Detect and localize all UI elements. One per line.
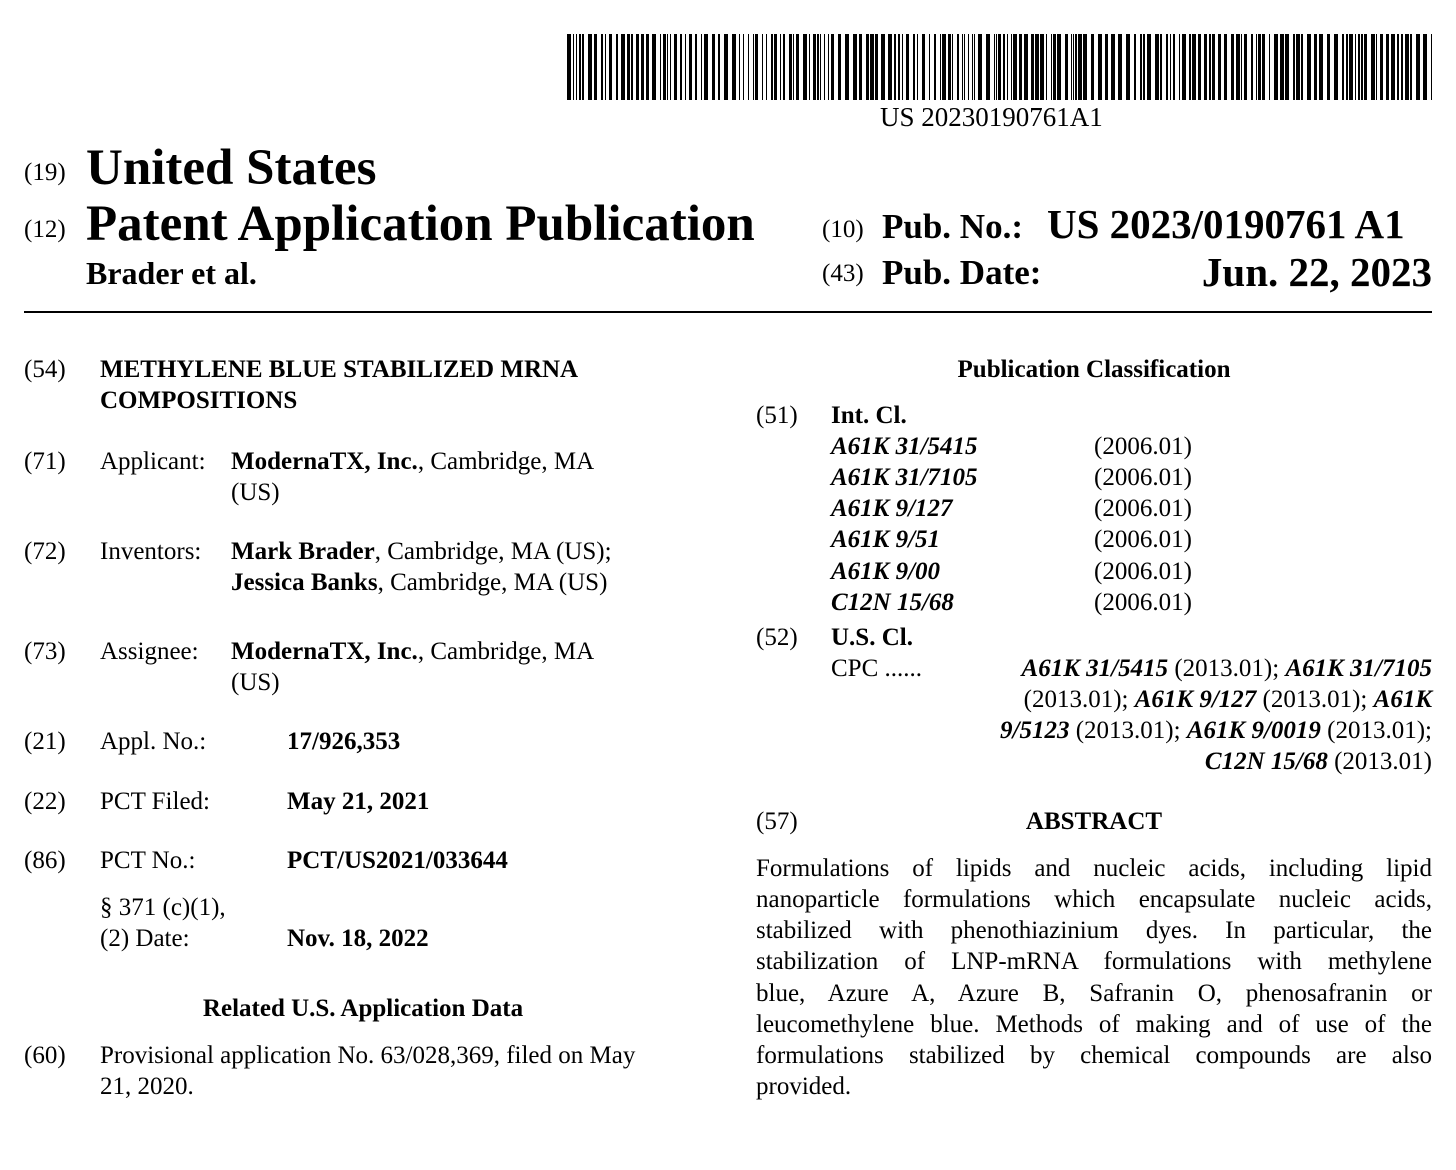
- barcode-bar: [1031, 34, 1034, 100]
- barcode-bar: [1173, 34, 1175, 100]
- barcode-bar: [957, 34, 959, 100]
- inventor-2-name: Jessica Banks: [231, 569, 378, 596]
- barcode-bar: [660, 34, 661, 100]
- barcode-bar: [1342, 34, 1344, 100]
- cpc-code: C12N 15/68: [1204, 748, 1328, 775]
- barcode-bar: [962, 34, 963, 100]
- barcode-bar: [712, 34, 715, 100]
- barcode-bar: [1285, 34, 1289, 100]
- barcode-bar: [1423, 34, 1427, 100]
- inventor-1-name: Mark Brader: [231, 538, 375, 565]
- barcode-bar: [695, 34, 697, 100]
- barcode-bar: [1147, 34, 1151, 100]
- int-cl-code: (51): [756, 402, 798, 429]
- abstract-code: (57): [756, 808, 798, 835]
- barcode-bar: [1231, 34, 1234, 100]
- barcode-bar: [996, 34, 997, 100]
- barcode-bar: [870, 34, 874, 100]
- barcode-bar: [978, 34, 982, 100]
- barcode-bar: [828, 34, 829, 100]
- barcode-bar: [913, 34, 915, 100]
- applicant-location-2: (US): [231, 479, 280, 506]
- barcode-bar: [1204, 34, 1207, 100]
- code-43: (43): [822, 260, 864, 287]
- pct-filed-label: PCT Filed:: [100, 788, 210, 815]
- barcode-bar: [1105, 34, 1108, 100]
- inventors-code: (72): [24, 538, 66, 565]
- barcode-bar: [1410, 34, 1412, 100]
- abstract-heading: ABSTRACT: [1025, 808, 1163, 835]
- barcode-bar: [1397, 34, 1399, 100]
- applicant-code: (71): [24, 448, 66, 475]
- barcode-bar: [766, 34, 767, 100]
- assignee-label: Assignee:: [100, 638, 199, 665]
- ipc-code: A61K 9/51: [831, 526, 941, 553]
- barcode-bar: [789, 34, 792, 100]
- barcode-bar: [853, 34, 857, 100]
- ipc-version: (2006.01): [1094, 558, 1192, 585]
- barcode-bar: [1189, 34, 1191, 100]
- barcode-bar: [994, 34, 995, 100]
- provisional-line-1: Provisional application No. 63/028,369, filed on May: [100, 1042, 636, 1069]
- barcode-bar: [1346, 34, 1348, 100]
- barcode-bar: [1361, 34, 1363, 100]
- barcode-bar: [1134, 34, 1136, 100]
- inventor-2-location: , Cambridge, MA (US): [377, 569, 608, 596]
- barcode-bar: [998, 34, 1001, 100]
- ipc-version: (2006.01): [1094, 433, 1192, 460]
- barcode-bar: [1241, 34, 1242, 100]
- cpc-code: A61K: [1373, 686, 1432, 713]
- barcode-bar: [1256, 34, 1257, 100]
- abstract-line: provided.: [756, 1073, 852, 1100]
- invention-title-line1: METHYLENE BLUE STABILIZED MRNA: [100, 356, 579, 383]
- barcode-bar: [753, 34, 754, 100]
- barcode-bar: [1053, 34, 1056, 100]
- barcode-bar: [621, 34, 625, 100]
- barcode-bar: [952, 34, 953, 100]
- barcode-bar: [685, 34, 686, 100]
- barcode-bar: [824, 34, 825, 100]
- barcode-bar: [1358, 34, 1360, 100]
- barcode-bar: [972, 34, 973, 100]
- barcode-bar: [1371, 34, 1375, 100]
- us-cl-code: (52): [756, 624, 798, 651]
- barcode-bar: [689, 34, 692, 100]
- barcode-bar: [1296, 34, 1300, 100]
- barcode-bar: [1327, 34, 1330, 100]
- barcode-bar: [1355, 34, 1356, 100]
- barcode-bar: [1155, 34, 1159, 100]
- barcode-bar: [1364, 34, 1367, 100]
- barcode-bar: [732, 34, 736, 100]
- barcode-bar: [793, 34, 794, 100]
- barcode-bar: [906, 34, 909, 100]
- cpc-line-3: [1000, 715, 1432, 746]
- inventor-2: [231, 567, 607, 598]
- assignee-code: (73): [24, 638, 66, 665]
- barcode-bar: [771, 34, 773, 100]
- barcode-bar: [641, 34, 644, 100]
- barcode-bar: [881, 34, 885, 100]
- cpc-line-4: [1205, 746, 1432, 777]
- barcode-bar: [898, 34, 900, 100]
- provisional-code: (60): [24, 1042, 66, 1069]
- barcode-bar: [1380, 34, 1383, 100]
- applicant-location: , Cambridge, MA: [417, 448, 595, 475]
- pct-no-label: PCT No.:: [100, 847, 196, 874]
- pub-no-value: US 2023/0190761 A1: [1047, 201, 1405, 247]
- barcode-bar: [866, 34, 869, 100]
- barcode-bar: [579, 34, 581, 100]
- inventor-1: [231, 536, 612, 567]
- barcode-bar: [1007, 34, 1008, 100]
- assignee-location: , Cambridge, MA: [417, 638, 595, 665]
- code-10: (10): [822, 216, 864, 243]
- ipc-version: (2006.01): [1094, 526, 1192, 553]
- barcode-bar: [838, 34, 841, 100]
- barcode-bar: [1391, 34, 1395, 100]
- barcode-bar: [567, 34, 571, 100]
- pct-filed-value: May 21, 2021: [287, 788, 430, 815]
- barcode-bar: [1166, 34, 1168, 100]
- classification-heading: Publication Classification: [957, 356, 1231, 383]
- barcode-bar: [1224, 34, 1227, 100]
- barcode-bar: [1280, 34, 1284, 100]
- barcode-bar: [875, 34, 878, 100]
- assignee-name: ModernaTX, Inc.: [231, 638, 418, 665]
- section-371-label: § 371 (c)(1),: [100, 894, 226, 921]
- barcode-bar: [888, 34, 892, 100]
- barcode-bar: [636, 34, 639, 100]
- cpc-line-1: [831, 653, 1432, 684]
- abstract-line: nanoparticle formulations which encapsulate nucleic acids,: [756, 886, 1432, 913]
- header-divider: [24, 311, 1432, 313]
- barcode-bar: [922, 34, 925, 100]
- inventors-label: Inventors:: [100, 538, 202, 565]
- title-code: (54): [24, 356, 66, 383]
- barcode-bar: [796, 34, 799, 100]
- ipc-code: A61K 9/00: [831, 558, 941, 585]
- ipc-code: C12N 15/68: [831, 589, 954, 616]
- barcode-bar: [817, 34, 819, 100]
- barcode-bar: [762, 34, 763, 100]
- barcode-bar: [1083, 34, 1087, 100]
- barcode-bar: [859, 34, 862, 100]
- cpc-code: A61K 9/127: [1134, 686, 1257, 713]
- barcode-bar: [573, 34, 574, 100]
- barcode-bar: [803, 34, 807, 100]
- barcode-bar: [813, 34, 816, 100]
- barcode-bar: [1262, 34, 1265, 100]
- barcode-bar: [627, 34, 630, 100]
- cpc-code: A61K 31/7105: [1285, 655, 1432, 682]
- barcode-bar: [594, 34, 597, 100]
- abstract-line: stabilization of LNP-mRNA formulations with methylene: [756, 948, 1432, 975]
- assignee-value: [231, 636, 594, 667]
- country-title: United States: [86, 140, 377, 196]
- barcode-number: US 20230190761A1: [880, 102, 1103, 132]
- barcode-bar: [1057, 34, 1061, 100]
- barcode-bar: [1386, 34, 1389, 100]
- barcode-bar: [1126, 34, 1130, 100]
- barcode-bar: [948, 34, 951, 100]
- barcode-bar: [1078, 34, 1082, 100]
- barcode-bar: [1334, 34, 1338, 100]
- barcode-bar: [1035, 34, 1039, 100]
- barcode-bar: [582, 34, 584, 100]
- barcode-bar: [1091, 34, 1094, 100]
- barcode-bar: [755, 34, 758, 100]
- barcode-bar: [1301, 34, 1303, 100]
- barcode-bar: [1405, 34, 1409, 100]
- ipc-code: A61K 31/7105: [831, 464, 978, 491]
- cpc-version: (2013.01);: [1023, 686, 1135, 713]
- barcode-bar: [845, 34, 849, 100]
- barcode-bar: [1019, 34, 1022, 100]
- barcode-bar: [609, 34, 612, 100]
- ipc-version: (2006.01): [1094, 589, 1192, 616]
- barcode-bar: [1416, 34, 1420, 100]
- barcode-bar: [1401, 34, 1403, 100]
- barcode-bar: [986, 34, 990, 100]
- barcode-bar: [1182, 34, 1186, 100]
- barcode-bar: [739, 34, 740, 100]
- barcode-bar: [1073, 34, 1074, 100]
- barcode-bar: [663, 34, 666, 100]
- appl-no-value: 17/926,353: [287, 728, 401, 755]
- barcode-bar: [631, 34, 633, 100]
- barcode-bar: [1198, 34, 1201, 100]
- barcode-bar: [1314, 34, 1317, 100]
- barcode-bar: [929, 34, 930, 100]
- barcode-bar: [1143, 34, 1145, 100]
- barcode-bar: [646, 34, 649, 100]
- barcode-bar: [601, 34, 603, 100]
- barcode-bar: [1236, 34, 1240, 100]
- barcode-bar: [1258, 34, 1261, 100]
- barcode-bar: [588, 34, 592, 100]
- pub-no-label: Pub. No.:: [882, 207, 1023, 246]
- applicant-label: Applicant:: [100, 448, 206, 475]
- provisional-line-2: 21, 2020.: [100, 1073, 194, 1100]
- barcode-bar: [974, 34, 975, 100]
- inventor-1-location: , Cambridge, MA (US);: [374, 538, 612, 565]
- barcode-bar: [1013, 34, 1017, 100]
- barcode-bar: [680, 34, 682, 100]
- barcode-bar: [1170, 34, 1171, 100]
- barcode-bar: [718, 34, 720, 100]
- barcode-bar: [616, 34, 618, 100]
- appl-no-label: Appl. No.:: [100, 728, 207, 755]
- barcode-bar: [1071, 34, 1072, 100]
- barcode-bar: [1274, 34, 1278, 100]
- abstract-line: stabilized with phenothiazinium dyes. In particular, the: [756, 917, 1432, 944]
- cpc-code: A61K 31/5415: [1021, 655, 1169, 682]
- barcode-bar: [964, 34, 965, 100]
- pct-no-code: (86): [24, 847, 66, 874]
- barcode: [567, 34, 1432, 100]
- barcode-bar: [831, 34, 834, 100]
- barcode-bar: [809, 34, 810, 100]
- barcode-bar: [701, 34, 702, 100]
- cpc-code: A61K 9/0019: [1186, 717, 1321, 744]
- cpc-line-1-codes: [1022, 653, 1432, 684]
- barcode-bar: [820, 34, 821, 100]
- pub-date-label: Pub. Date:: [882, 253, 1042, 292]
- barcode-bar: [894, 34, 896, 100]
- barcode-bar: [1293, 34, 1295, 100]
- barcode-bar: [1319, 34, 1323, 100]
- int-cl-label: Int. Cl.: [831, 402, 907, 429]
- barcode-bar: [1251, 34, 1253, 100]
- barcode-bar: [1212, 34, 1215, 100]
- cpc-version: (2013.01);: [1069, 717, 1187, 744]
- section-371-date-label: (2) Date:: [100, 925, 190, 952]
- barcode-bar: [1209, 34, 1211, 100]
- barcode-bar: [1349, 34, 1353, 100]
- pct-no-value: PCT/US2021/033644: [287, 847, 508, 874]
- abstract-line: Formulations of lipids and nucleic acids, including lipid: [756, 855, 1432, 882]
- barcode-bar: [724, 34, 728, 100]
- barcode-bar: [1244, 34, 1247, 100]
- barcode-bar: [1040, 34, 1044, 100]
- barcode-bar: [1160, 34, 1162, 100]
- ipc-version: (2006.01): [1094, 464, 1192, 491]
- pub-date-value: Jun. 22, 2023: [1201, 249, 1432, 295]
- barcode-bar: [670, 34, 671, 100]
- invention-title-line2: COMPOSITIONS: [100, 387, 298, 414]
- barcode-bar: [1003, 34, 1005, 100]
- publication-type: Patent Application Publication: [86, 196, 755, 252]
- barcode-bar: [1098, 34, 1102, 100]
- barcode-bar: [1218, 34, 1221, 100]
- barcode-bar: [1376, 34, 1377, 100]
- ipc-code: A61K 9/127: [831, 495, 953, 522]
- cpc-prefix: CPC ......: [831, 655, 923, 682]
- barcode-bar: [1118, 34, 1122, 100]
- cpc-line-2: [1024, 684, 1432, 715]
- code-19: (19): [24, 159, 66, 186]
- barcode-bar: [1179, 34, 1180, 100]
- applicant-name: ModernaTX, Inc.: [231, 448, 418, 475]
- barcode-bar: [783, 34, 785, 100]
- cpc-version: (2013.01);: [1256, 686, 1374, 713]
- barcode-bar: [940, 34, 941, 100]
- barcode-bar: [667, 34, 668, 100]
- applicant-value: [231, 446, 594, 477]
- barcode-bar: [1065, 34, 1068, 100]
- ipc-version: (2006.01): [1094, 495, 1192, 522]
- barcode-bar: [1192, 34, 1196, 100]
- barcode-bar: [1051, 34, 1052, 100]
- barcode-bar: [1011, 34, 1012, 100]
- section-371-date-value: Nov. 18, 2022: [287, 925, 429, 952]
- barcode-bar: [780, 34, 781, 100]
- appl-no-code: (21): [24, 728, 66, 755]
- barcode-bar: [1075, 34, 1077, 100]
- barcode-bar: [774, 34, 777, 100]
- barcode-bar: [917, 34, 918, 100]
- barcode-bar: [704, 34, 708, 100]
- related-data-heading: Related U.S. Application Data: [202, 995, 524, 1022]
- barcode-bar: [1140, 34, 1142, 100]
- assignee-location-2: (US): [231, 669, 280, 696]
- cpc-version: (2013.01): [1327, 748, 1432, 775]
- barcode-bar: [674, 34, 677, 100]
- abstract-line: blue, Azure A, Azure B, Safranin O, phenosafranin or: [756, 980, 1432, 1007]
- author: Brader et al.: [86, 255, 257, 291]
- barcode-bar: [942, 34, 946, 100]
- barcode-bar: [652, 34, 656, 100]
- barcode-bar: [1024, 34, 1028, 100]
- barcode-bar: [1431, 34, 1432, 100]
- barcode-bar: [1269, 34, 1270, 100]
- barcode-bar: [902, 34, 903, 100]
- barcode-bar: [1046, 34, 1047, 100]
- pct-filed-code: (22): [24, 788, 66, 815]
- barcode-bar: [743, 34, 744, 100]
- barcode-bar: [968, 34, 969, 100]
- barcode-bar: [934, 34, 936, 100]
- cpc-version: (2013.01);: [1168, 655, 1286, 682]
- us-cl-label: U.S. Cl.: [831, 624, 913, 651]
- abstract-line: formulations stabilized by chemical compounds are also: [756, 1042, 1432, 1069]
- cpc-code: 9/5123: [1000, 717, 1070, 744]
- code-12: (12): [24, 216, 66, 243]
- barcode-bar: [1111, 34, 1115, 100]
- barcode-bar: [1307, 34, 1311, 100]
- cpc-version: (2013.01);: [1320, 717, 1432, 744]
- abstract-line: leucomethylene blue. Methods of making and of use of the: [756, 1011, 1432, 1038]
- barcode-bar: [576, 34, 577, 100]
- barcode-bar: [605, 34, 606, 100]
- ipc-code: A61K 31/5415: [831, 433, 978, 460]
- barcode-bar: [748, 34, 749, 100]
